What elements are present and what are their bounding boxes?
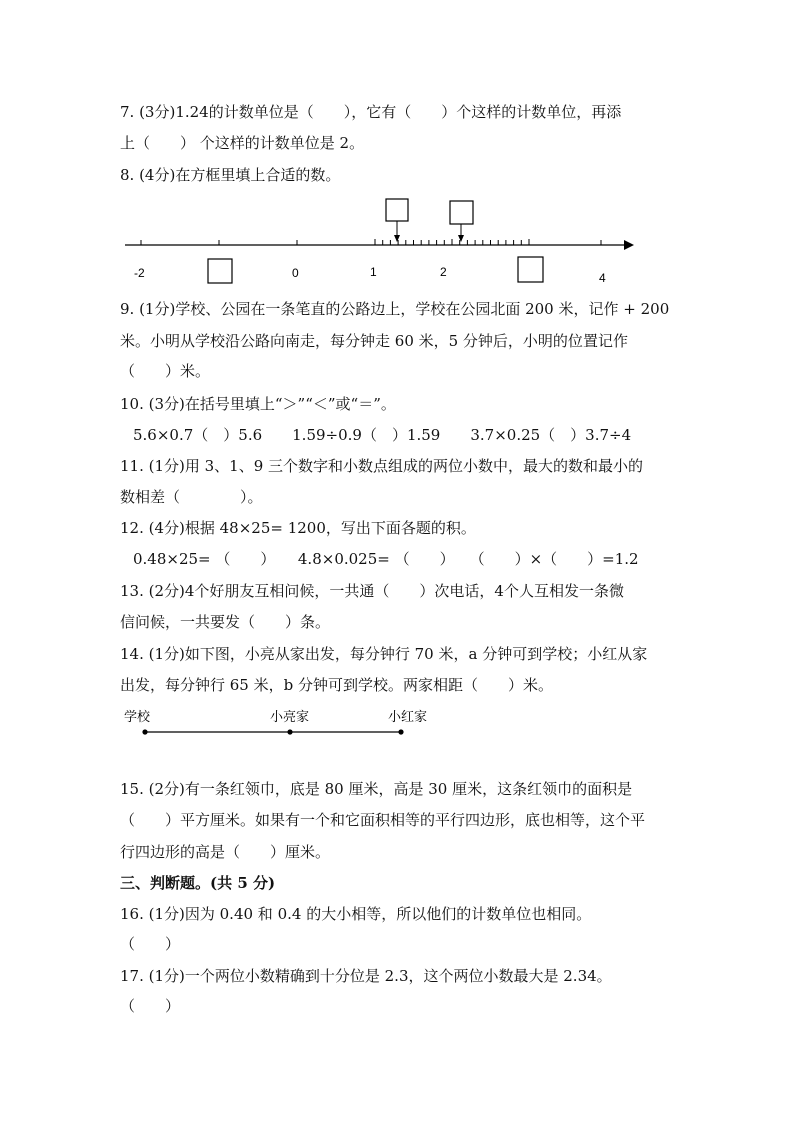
question-15-line-1: 15. (2分)有一条红领巾，底是 80 厘米，高是 30 厘米，这条红领巾的面积是 [120,780,633,798]
question-15-line-2: （ ）平方厘米。如果有一个和它面积相等的平行四边形，底也相等，这个平 [120,811,646,829]
question-14-line-1: 14. (1分)如下图，小亮从家出发，每分钟行 70 米，a 分钟可到学校；小红从家 [120,645,648,663]
question-7-line-1: 7. (3分)1.24的计数单位是（ ），它有（ ）个这样的计数单位，再添 [120,103,622,121]
question-11-line-1: 11. (1分)用 3、1、9 三个数字和小数点组成的两位小数中，最大的数和最小的 [120,457,644,475]
label-neg2: -2 [134,266,145,280]
question-9-line-2: 米。小明从学校沿公路向南走，每分钟走 60 米，5 分钟后，小明的位置记作 [120,332,628,350]
label-xiaoliang-home: 小亮家 [270,709,310,724]
label-xiaohong-home: 小红家 [388,709,428,724]
label-zero: 0 [292,266,299,280]
question-8: 8. (4分)在方框里填上合适的数。 [120,166,341,184]
question-15-line-3: 行四边形的高是（ ）厘米。 [120,843,331,861]
school-point [142,729,147,734]
question-10: 10. (3分)在括号里填上“＞”“＜”或“＝”。 [120,395,396,413]
question-14-line-2: 出发，每分钟行 65 米，b 分钟可到学校。两家相距（ ）米。 [120,676,553,694]
section-3-title: 三、判断题。(共 5 分) [120,874,276,892]
question-17: 17. (1分)一个两位小数精确到十分位是 2.3，这个两位小数最大是 2.34。 [120,967,612,985]
question-10-items: 5.6×0.7（ ）5.6 1.59÷0.9（ ）1.59 3.7×0.25（ ）3.7÷4 [133,426,632,444]
label-two: 2 [440,265,447,279]
label-four: 4 [599,271,606,285]
label-school: 学校 [124,709,151,724]
question-9-line-1: 9. (1分)学校、公园在一条笔直的公路边上，学校在公园北面 200 米，记作 + 200 [120,300,670,318]
question-16-answer-blank[interactable]: （ ） [120,935,181,953]
question-16: 16. (1分)因为 0.40 和 0.4 的大小相等，所以他们的计数单位也相同。 [120,905,592,923]
question-13-line-1: 13. (2分)4个好朋友互相问候，一共通（ ）次电话，4个人互相发一条微 [120,582,624,600]
question-12: 12. (4分)根据 48×25= 1200，写出下面各题的积。 [120,519,476,537]
question-7-line-2: 上（ ） 个这样的计数单位是 2。 [120,134,365,152]
question-13-line-2: 信问候，一共要发（ ）条。 [120,613,331,631]
question-17-answer-blank[interactable]: （ ） [120,997,181,1015]
xiaohong-home-point [398,729,403,734]
question-9-line-3: （ ）米。 [120,362,211,380]
xiaoliang-home-point [287,729,292,734]
question-12-items: 0.48×25= （ ） 4.8×0.025= （ ） （ ）×（ ）=1.2 [133,550,639,568]
label-one: 1 [370,265,377,279]
question-11-line-2: 数相差（ ）。 [120,488,263,506]
